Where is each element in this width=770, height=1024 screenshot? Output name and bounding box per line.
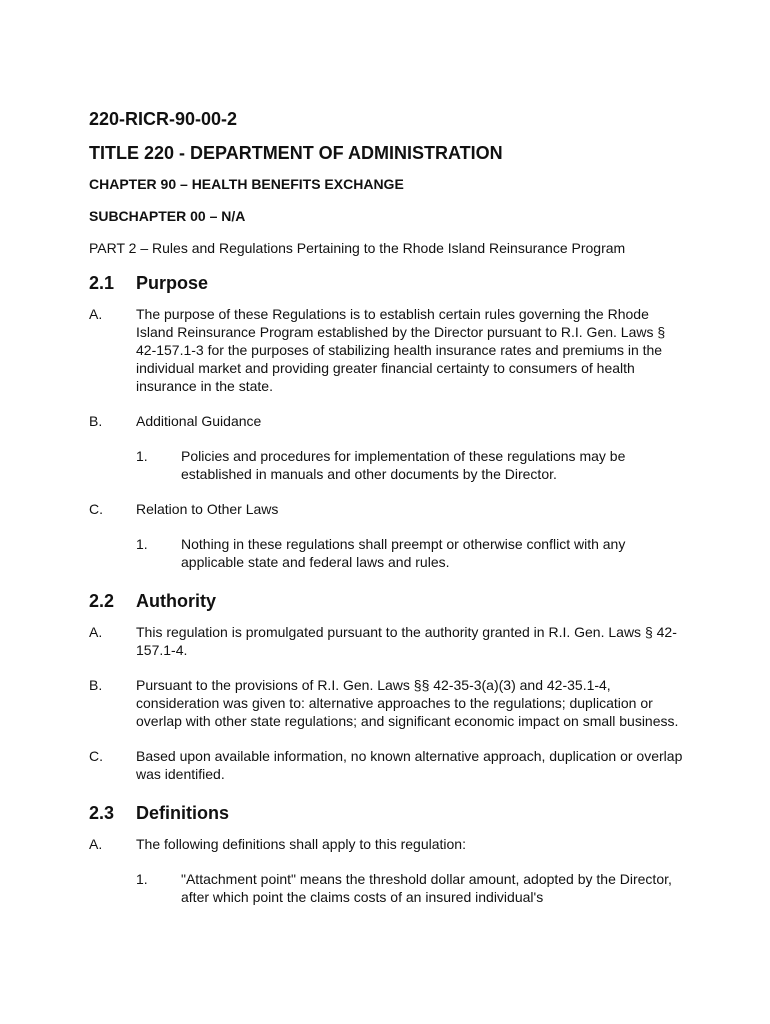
section-title: Definitions [136, 803, 229, 823]
subparagraph-label: 1. [136, 871, 148, 887]
subparagraph [136, 535, 689, 571]
paragraph-label: C. [89, 748, 103, 764]
title-heading: TITLE 220 - DEPARTMENT OF ADMINISTRATION [89, 143, 503, 163]
section-number: 2.2 [89, 591, 115, 611]
section-title: Authority [136, 591, 216, 611]
paragraph-text: Relation to Other Laws [136, 501, 279, 517]
paragraph [89, 412, 689, 430]
chapter-heading: CHAPTER 90 – HEALTH BENEFITS EXCHANGE [89, 176, 404, 192]
paragraph-label: B. [89, 677, 103, 693]
subchapter-heading: SUBCHAPTER 00 – N/A [89, 208, 246, 224]
paragraph [89, 500, 689, 518]
subparagraph-text: Nothing in these regulations shall preempt or otherwise conflict with any applicable state and federal laws and rules. [181, 536, 626, 570]
subparagraph-label: 1. [136, 448, 148, 464]
paragraph-label: A. [89, 624, 103, 640]
subparagraph [136, 870, 689, 906]
paragraph-text: The following definitions shall apply to this regulation: [136, 836, 466, 852]
paragraph [89, 835, 689, 853]
paragraph-text: Additional Guidance [136, 413, 262, 429]
paragraph-text: This regulation is promulgated pursuant to the authority granted in R.I. Gen. Laws § 42-157.1-4. [136, 624, 677, 658]
subparagraph-text: "Attachment point" means the threshold dollar amount, adopted by the Director, after which point the claims costs of an insured individual's [181, 871, 672, 905]
section-heading-authority [89, 588, 689, 614]
part-heading: PART 2 – Rules and Regulations Pertaining to the Rhode Island Reinsurance Program [89, 240, 626, 256]
paragraph-text: Based upon available information, no known alternative approach, duplication or overlap was identified. [136, 748, 683, 782]
paragraph-text: Pursuant to the provisions of R.I. Gen. Laws §§ 42-35-3(a)(3) and 42-35.1-4, consideration was given to: alternative approaches to the regulations; duplication or overlap with other state regulations; and significant economic impact on small business. [136, 677, 679, 729]
section-number: 2.1 [89, 273, 115, 293]
section-heading-definitions [89, 800, 689, 826]
subparagraph [136, 447, 689, 483]
subparagraph-label: 1. [136, 536, 148, 552]
paragraph [89, 305, 689, 395]
paragraph-label: A. [89, 306, 103, 322]
paragraph [89, 747, 689, 783]
paragraph [89, 676, 689, 730]
paragraph-text: The purpose of these Regulations is to establish certain rules governing the Rhode Island Reinsurance Program established by the Director pursuant to R.I. Gen. Laws § 42-157.1-3 for the purposes of stabilizing health insurance rates and premiums in the individual market and providing greater financial certainty to consumers of health insurance in the state. [136, 306, 666, 394]
paragraph-label: A. [89, 836, 103, 852]
paragraph-label: B. [89, 413, 103, 429]
section-number: 2.3 [89, 803, 115, 823]
document-page [89, 106, 689, 923]
section-title: Purpose [136, 273, 209, 293]
paragraph-label: C. [89, 501, 103, 517]
subparagraph-text: Policies and procedures for implementation of these regulations may be established in manuals and other documents by the Director. [181, 448, 626, 482]
paragraph [89, 623, 689, 659]
regulation-code: 220-RICR-90-00-2 [89, 109, 238, 129]
section-heading-purpose [89, 270, 689, 296]
